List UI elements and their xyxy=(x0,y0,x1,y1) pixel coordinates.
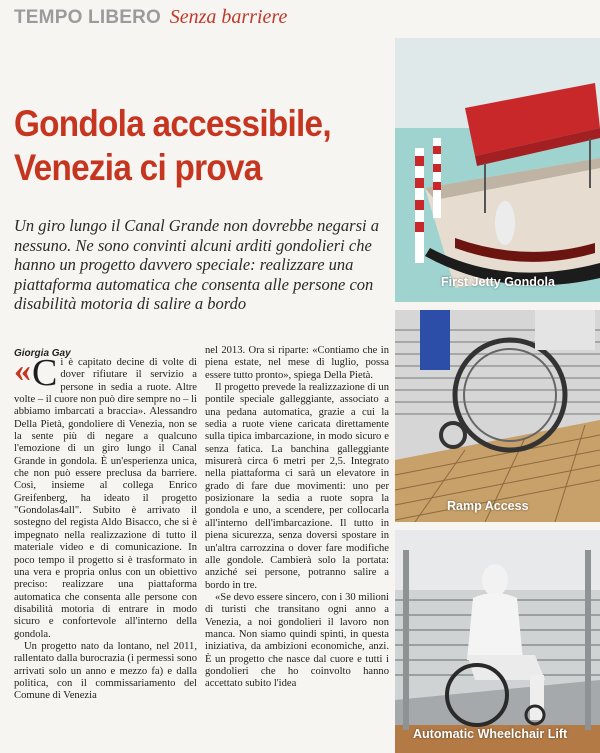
body-column-2 xyxy=(205,345,389,691)
drop-cap: C xyxy=(32,352,58,394)
gondola-illustration xyxy=(395,38,600,302)
opening-quote-mark: « xyxy=(14,352,31,389)
title-line-1: Gondola accessibile, xyxy=(14,103,331,144)
photo-caption-3: Automatic Wheelchair Lift xyxy=(413,727,568,741)
photo-gondola-jetty xyxy=(395,38,600,302)
author-byline: Giorgia Gay xyxy=(14,348,71,359)
subsection-name: Senza barriere xyxy=(169,6,288,28)
photo-caption-1: First Jetty Gondola xyxy=(441,275,555,289)
ramp-wheelchair-illustration xyxy=(395,310,600,522)
photo-caption-2: Ramp Access xyxy=(447,499,529,513)
wheelchair-lift-illustration xyxy=(395,530,600,753)
col1-paragraph-2: Un progetto nato da lontano, nel 2011, rallentato dalla burocrazia (i permessi sono arrivati solo un anno e mezzo fa) e dalla politica, con il commissariamento del Comune di Venezia xyxy=(14,640,197,702)
photo-wheelchair-lift xyxy=(395,530,600,753)
section-header xyxy=(14,6,287,29)
col2-paragraph-3: «Se devo essere sincero, con i 30 milioni di turisti che transitano ogni anno a Venezia, a noi gondolieri il lavoro non manca. Non siamo quindi spinti, in questa iniziativa, da ambizioni economiche, anzi. È un progetto che nasce dal cuore e tutti i gondolieri che ho coinvolto hanno accettato subito l'idea xyxy=(205,591,389,690)
col2-paragraph-1: nel 2013. Ora si riparte: «Contiamo che in piena estate, nel mese di luglio, possa essere tutto pronto», spiega Della Pietà. xyxy=(205,345,389,381)
article-title xyxy=(14,102,356,190)
col2-paragraph-2: Il progetto prevede la realizzazione di un pontile speciale galleggiante, associato a una pedana automatica, grazie a cui la sedia a ruote viene caricata direttamente sulla tipica imbarcazione, in modo sicuro e senza fatica. La banchina galleggiante misurerà circa 6 metri per 2,5. Integrato nella piattaforma ci sarà un elevatore in grado di fare due movimenti: uno per posizionare la sedia a ruote sopra la gondola e uno, a scendere, per collocarla all'interno dell'imbarcazione. Il tutto in piena sicurezza, senza doversi spostare in un'altra carrozzina o dover fare modifiche alle gondole. Cambierà solo la portata: anziché sei persone, potranno salire a bordo in tre. xyxy=(205,382,389,591)
col1-paragraph-1: i è capitato decine di volte di dover rifiutare il servizio a persone in sedia a ruote. Altre volte – il cuore non può dire sempre no – li abbiamo imbarcati a braccia». Alessandro Della Pietà, gondoliere di Venezia, non se la sente più di negare a qualcuno l'emozione di un giro lungo il Canal Grande in gondola. È un'esperienza unica, che non può essere preclusa da barriere. Così, insieme al collega Enrico Greifenberg, ha ideato il progetto "Gondolas4all". Subito è arrivato il sostegno del regista Aldo Bisacco, che si è impegnato nella realizzazione di tutto il materiale video e di comunicazione. In poco tempo il progetto si è trasformato in una vera e propria onlus con un obiettivo preciso: realizzare una piattaforma automatica che consenta alle persone con disabilità motoria di entrare in modo sicuro e confortevole all'interno della gondola. xyxy=(14,357,197,640)
section-name: TEMPO LIBERO xyxy=(14,7,162,28)
photo-ramp-access xyxy=(395,310,600,522)
title-line-2: Venezia ci prova xyxy=(14,147,262,188)
article-lede: Un giro lungo il Canal Grande non dovrebbe negarsi a nessuno. Ne sono convinti alcuni arditi gondolieri che hanno un progetto davvero speciale: realizzare una piattaforma automatica che consenta alle persone con disabilità motoria di salire a bordo xyxy=(14,216,379,313)
